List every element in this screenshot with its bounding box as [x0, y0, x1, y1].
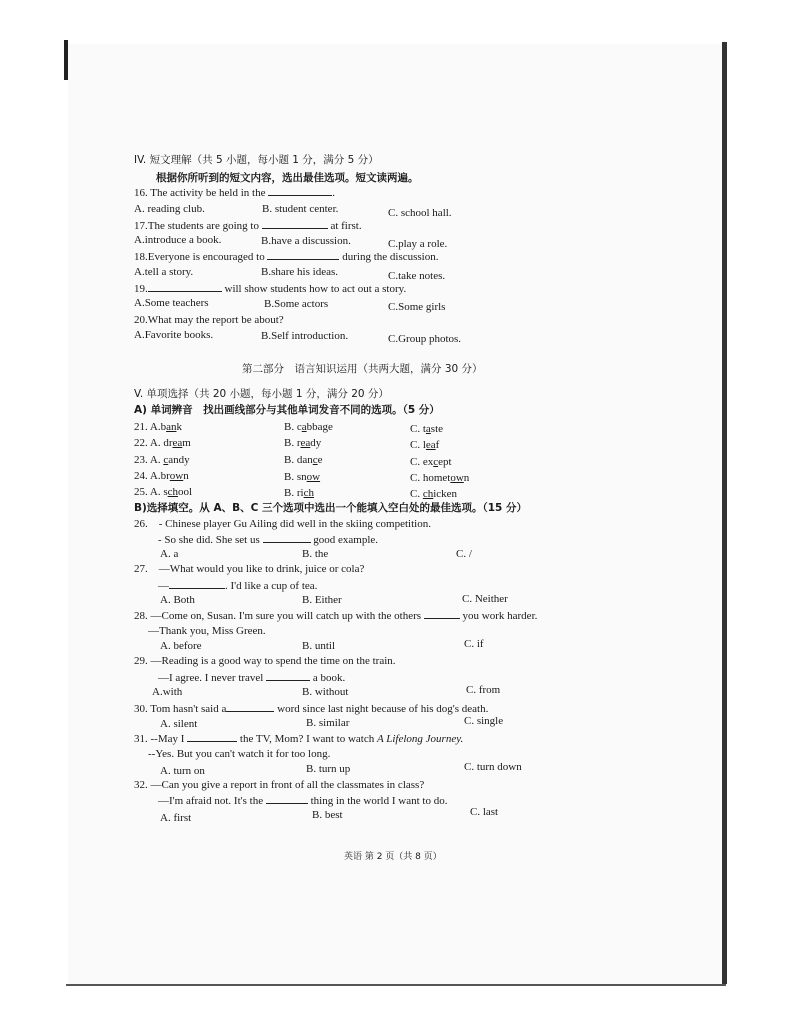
option-a: A. turn on — [160, 765, 205, 777]
page-footer: 英语 第 2 页（共 8 页） — [344, 852, 442, 862]
scan-edge — [66, 984, 726, 986]
question-21: 21. A.bank — [134, 421, 182, 433]
question-22: 22. A. dream — [134, 437, 191, 449]
question-23: 23. A. candy — [134, 454, 190, 466]
part4-instruction: 根据你所听到的短文内容，选出最佳选项。短文读两遍。 — [156, 172, 419, 184]
option-a: A.with — [152, 686, 183, 698]
option-c: C. last — [470, 806, 499, 818]
option-c: C.Some girls — [388, 301, 446, 313]
option-a: A.introduce a book. — [134, 234, 222, 246]
option-c: C. school hall. — [388, 207, 452, 219]
option-b: B. student center. — [262, 203, 339, 215]
option-c: C.Group photos. — [388, 333, 462, 345]
option-a: A. reading club. — [134, 203, 205, 215]
question-19: 19. will show students how to act out a story. — [134, 283, 407, 295]
option-b: B.Self introduction. — [261, 330, 349, 342]
part5-heading: V. 单项选择（共 20 小题，每小题 1 分，满分 20 分） — [134, 388, 389, 400]
option-b: B. snow — [284, 471, 321, 483]
option-b: B. rich — [284, 487, 314, 499]
option-a: A. before — [160, 640, 202, 652]
question-26: 26. - Chinese player Gu Ailing did well in the skiing competition. — [134, 518, 431, 530]
part4-heading: IV. 短文理解（共 5 小题，每小题 1 分，满分 5 分） — [134, 154, 379, 166]
question-30: 30. Tom hasn't said a word since last night because of his dog's death. — [134, 703, 489, 715]
option-b: B. best — [312, 809, 343, 821]
option-b: B. turn up — [306, 763, 351, 775]
option-a: A.Favorite books. — [134, 329, 214, 341]
option-a: A. first — [160, 812, 192, 824]
question-26-reply: - So she did. She set us good example. — [158, 534, 379, 546]
question-24: 24. A.brown — [134, 470, 189, 482]
option-a: A.Some teachers — [134, 297, 209, 309]
option-b: B.Some actors — [264, 298, 329, 310]
option-c: C. hometown — [410, 472, 470, 484]
question-27-reply: — . I'd like a cup of tea. — [158, 580, 318, 592]
option-a: A. silent — [160, 718, 198, 730]
option-c: C. chicken — [410, 488, 458, 500]
option-b: B. cabbage — [284, 421, 333, 433]
option-b: B. without — [302, 686, 349, 698]
question-20: 20.What may the report be about? — [134, 314, 284, 326]
option-a: A.tell a story. — [134, 266, 194, 278]
question-16: 16. The activity be held in the . — [134, 187, 335, 199]
part2-title: 第二部分 语言知识运用（共两大题，满分 30 分） — [242, 363, 483, 375]
option-c: C. / — [456, 548, 472, 560]
question-32-reply: —I'm afraid not. It's the thing in the world I want to do. — [158, 795, 448, 807]
question-31: 31. --May I the TV, Mom? I want to watch A Lifelong Journey. — [134, 733, 464, 745]
question-18: 18.Everyone is encouraged to during the discussion. — [134, 251, 439, 263]
option-a: A. a — [160, 548, 179, 560]
question-32: 32. —Can you give a report in front of all the classmates in class? — [134, 779, 425, 791]
option-c: C.take notes. — [388, 270, 446, 282]
question-28-reply: —Thank you, Miss Green. — [148, 625, 266, 637]
option-c: C. turn down — [464, 761, 522, 773]
option-c: C. from — [466, 684, 501, 696]
question-29-reply: —I agree. I never travel a book. — [158, 672, 346, 684]
question-27: 27. —What would you like to drink, juice or cola? — [134, 563, 365, 575]
section-a-heading: A) 单词辨音 找出画线部分与其他单词发音不同的选项。（5 分） — [134, 404, 440, 416]
option-b: B. ready — [284, 437, 322, 449]
option-b: B. dance — [284, 454, 323, 466]
option-c: C. single — [464, 715, 504, 727]
option-c: C. Neither — [462, 593, 508, 605]
option-c: C. taste — [410, 423, 444, 435]
option-a: A. Both — [160, 594, 195, 606]
option-b: B. the — [302, 548, 329, 560]
option-c: C. leaf — [410, 439, 440, 451]
question-17: 17.The students are going to at first. — [134, 220, 362, 232]
question-25: 25. A. school — [134, 486, 193, 498]
option-b: B.share his ideas. — [261, 266, 338, 278]
option-c: C.play a role. — [388, 238, 448, 250]
option-b: B. Either — [302, 594, 342, 606]
option-c: C. if — [464, 638, 484, 650]
option-b: B. similar — [306, 717, 350, 729]
scan-edge — [722, 42, 727, 984]
section-b-heading: B)选择填空。从 A、B、C 三个选项中选出一个能填入空白处的最佳选项。（15 分） — [134, 502, 527, 514]
question-28: 28. —Come on, Susan. I'm sure you will catch up with the others you work harder. — [134, 610, 538, 622]
option-c: C. except — [410, 456, 452, 468]
option-b: B. until — [302, 640, 336, 652]
question-31-reply: --Yes. But you can't watch it for too long. — [148, 748, 331, 760]
question-29: 29. —Reading is a good way to spend the time on the train. — [134, 655, 396, 667]
option-b: B.have a discussion. — [261, 235, 351, 247]
